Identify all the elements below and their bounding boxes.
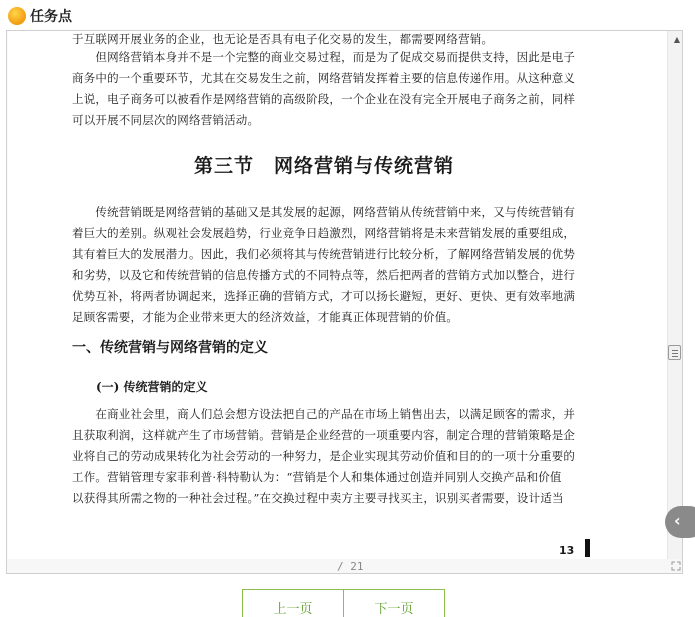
text-line: 足顾客需要，才能为企业带来更大的经济效益，才能真正体现营销的价值。 [72,310,459,324]
text-line: 工作。营销管理专家菲利普·科特勒认为：“营销是个人和集体通过创造并同别人交换产品和价值 [72,470,562,484]
section-title: 第三节 网络营销与传统营销 [194,155,455,177]
chevron-left-icon: ‹ [674,511,681,530]
text-line: 于互联网开展业务的企业，也无论是否具有电子化交易的发生，都需要网络营销。 [72,32,494,46]
fullscreen-icon[interactable] [671,561,681,571]
task-title: 任务点 [30,9,72,25]
vertical-scrollbar[interactable] [667,31,682,559]
heading-level2: (一) 传统营销的定义 [96,380,208,394]
text-line: 其有着巨大的发展潜力。因此，我们必须将其与传统营销进行比较分析，了解网络营销发展的优势 [72,247,576,261]
task-header [0,0,695,30]
scroll-thumb[interactable] [668,345,681,360]
text-line: 业将自己的劳动成果转化为社会劳动的一种努力，是企业实现其劳动价值和目的的一项十分重要的 [72,449,576,463]
text-line: 且获取利润，这样就产生了市场营销。营销是企业经营的一项重要内容，制定合理的营销策略是企 [72,428,576,442]
scroll-up-icon[interactable]: ▲ [673,35,680,44]
page-number: 13 [559,544,575,557]
document-viewer[interactable] [6,30,683,574]
heading-level1: 一、传统营销与网络营销的定义 [72,340,268,356]
task-dot-icon [8,7,26,25]
text-line: 和劣势，以及它和传统营销的信息传播方式的不同特点等，然后把两者的营销方式加以整合，进行 [72,268,576,282]
text-line: 可以开展不同层次的网络营销活动。 [72,113,260,127]
next-page-button[interactable]: 下一页 [343,589,445,617]
text-line: 以获得其所需之物的一种社会过程。”在交换过程中卖方主要寻找买主，识别买者需要，设计适当 [72,491,564,505]
text-line: 在商业社会里，商人们总会想方设法把自己的产品在市场上销售出去，以满足顾客的需求，并 [72,407,576,421]
page-marker [585,539,590,557]
text-line: 上说，电子商务可以被看作是网络营销的高级阶段，一个企业在没有完全开展电子商务之前，同样 [72,92,576,106]
text-line: 但网络营销本身并不是一个完整的商业交易过程，而是为了促成交易而提供支持，因此是电子 [72,50,576,64]
text-line: 着巨大的差别。纵观社会发展趋势，行业竞争日趋激烈，网络营销将是未来营销发展的重要组成， [72,226,576,240]
collapse-side-button[interactable] [665,506,695,538]
document-page [8,31,668,559]
page-indicator: / 21 [337,560,364,573]
text-line: 优势互补，将两者协调起来，选择正确的营销方式，才可以扬长避短，更好、更快、更有效率地满 [72,289,576,303]
text-line: 商务中的一个重要环节，尤其在交易发生之前，网络营销发挥着主要的信息传递作用。从这种意义 [72,71,576,85]
pager-bar [7,559,683,574]
prev-page-button[interactable]: 上一页 [242,589,344,617]
text-line: 传统营销既是网络营销的基础又是其发展的起源，网络营销从传统营销中来，又与传统营销有 [72,205,576,219]
